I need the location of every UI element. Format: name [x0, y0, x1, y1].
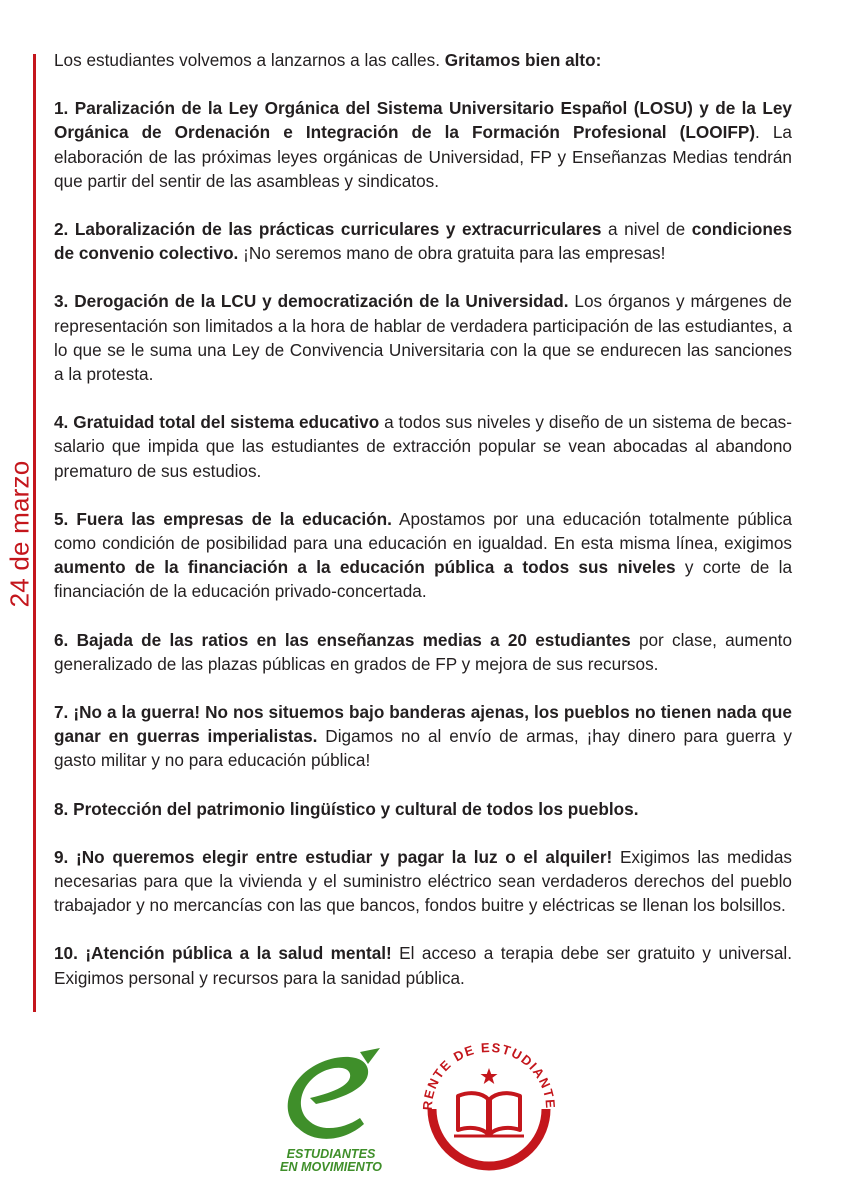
demand-5-number: 5.: [54, 508, 69, 529]
demand-4: [54, 410, 792, 483]
demand-4-title: Gratuidad total del sistema educativo: [73, 412, 380, 433]
intro-text: Los estudiantes volvemos a lanzarnos a las calles.: [54, 50, 445, 70]
demand-9-number: 9.: [54, 846, 69, 867]
logo-left-line-1: ESTUDIANTES: [286, 1147, 376, 1161]
demand-7-text: Digamos no al envío de armas, ¡hay dinero para guerra y gasto militar y no para educación pública!: [54, 726, 792, 771]
demand-10: [54, 941, 792, 989]
side-date-label: 24 de marzo: [4, 460, 35, 608]
demand-2-number: 2.: [54, 219, 69, 240]
demand-5-text-2: y corte de la financiación de la educación privado-concertada.: [54, 557, 793, 602]
logos-footer: [0, 1030, 846, 1200]
demand-10-text: El acceso a terapia debe ser gratuito y universal. Exigimos personal y recursos para la sanidad pública.: [54, 943, 792, 988]
demand-3-text: Los órganos y márgenes de representación son limitados a la hora de hablar de verdadera participación de las estudiantes, a lo que se le suma una Ley de Convivencia Universitaria con la que se endurecen las sanciones a la protesta.: [54, 291, 792, 385]
frente-de-estudiantes-logo: [414, 1034, 564, 1184]
intro-paragraph: [54, 48, 792, 72]
demand-4-number: 4.: [54, 412, 69, 433]
demand-7-number: 7.: [54, 702, 69, 723]
demand-5: [54, 507, 792, 604]
demand-6-title: Bajada de las ratios en las enseñanzas medias a 20 estudiantes: [76, 629, 631, 650]
intro-bold: Gritamos bien alto:: [444, 50, 602, 70]
demand-5-title-2: aumento de la financiación a la educación pública a todos sus niveles: [54, 557, 676, 578]
demand-2-title-2: condiciones de convenio colectivo.: [54, 219, 792, 264]
logo-right-ring-text: RENTE DE ESTUDIANTE: [419, 1039, 559, 1111]
book-seal-icon: [414, 1034, 564, 1184]
demand-8: [54, 797, 792, 821]
demand-1-number: 1.: [54, 98, 69, 119]
e-letter-icon: [276, 1048, 386, 1148]
demand-4-text: a todos sus niveles y diseño de un sistema de becas-salario que impida que las estudiantes de extracción popular se vean abocadas al abandono prematuro de sus estudios.: [54, 412, 792, 481]
demand-1: [54, 96, 792, 193]
demand-5-text: Apostamos por una educación totalmente pública como condición de posibilidad para una educación en igualdad. En esta misma línea, exigimos: [54, 508, 793, 554]
demand-3-number: 3.: [54, 291, 69, 312]
demand-9: [54, 845, 792, 918]
demand-2-title: Laboralización de las prácticas curriculares y extracurriculares: [74, 219, 602, 240]
demand-6: [54, 628, 792, 676]
demand-8-number: 8.: [54, 798, 69, 819]
demand-2-text: a nivel de: [601, 219, 692, 240]
demand-9-title: ¡No queremos elegir entre estudiar y pagar la luz o el alquiler!: [76, 846, 613, 867]
demand-5-title: Fuera las empresas de la educación.: [76, 508, 392, 529]
demand-2-text-2: ¡No seremos mano de obra gratuita para las empresas!: [238, 243, 666, 264]
demand-10-title: ¡Atención pública a la salud mental!: [85, 943, 392, 964]
demand-6-text: por clase, aumento generalizado de las plazas públicas en grados de FP y mejora de sus recursos.: [54, 629, 793, 674]
demand-7: [54, 700, 792, 773]
demand-2: [54, 217, 792, 265]
demand-3: [54, 289, 792, 386]
estudiantes-en-movimiento-logo: [276, 1048, 386, 1178]
demand-6-number: 6.: [54, 629, 69, 650]
manifesto-body: [54, 48, 792, 990]
demand-1-title: Paralización de la Ley Orgánica del Sistema Universitario Español (LOSU) y de la Ley Orgánica de Ordenación e Integración de la Formación Profesional (LOOIFP): [54, 98, 792, 143]
demand-9-text: Exigimos las medidas necesarias para que la vivienda y el suministro eléctrico sean verdaderos derechos del pueblo trabajador y no mercancías con las que bancos, fondos buitre y eléctricas se llenan los bolsillos.: [54, 846, 792, 916]
demand-8-title: Protección del patrimonio lingüístico y cultural de todos los pueblos.: [73, 798, 639, 819]
demand-10-number: 10.: [54, 943, 78, 964]
demand-7-title: ¡No a la guerra! No nos situemos bajo banderas ajenas, los pueblos no tienen nada que ganar en guerras imperialistas.: [54, 702, 792, 747]
demand-1-text: . La elaboración de las próximas leyes orgánicas de Universidad, FP y Enseñanzas Medias tendrán que partir del sentir de las asambleas y sindicatos.: [54, 122, 792, 191]
logo-left-line-2: EN MOVIMIENTO: [280, 1160, 382, 1174]
demand-3-title: Derogación de la LCU y democratización de la Universidad.: [74, 291, 569, 312]
